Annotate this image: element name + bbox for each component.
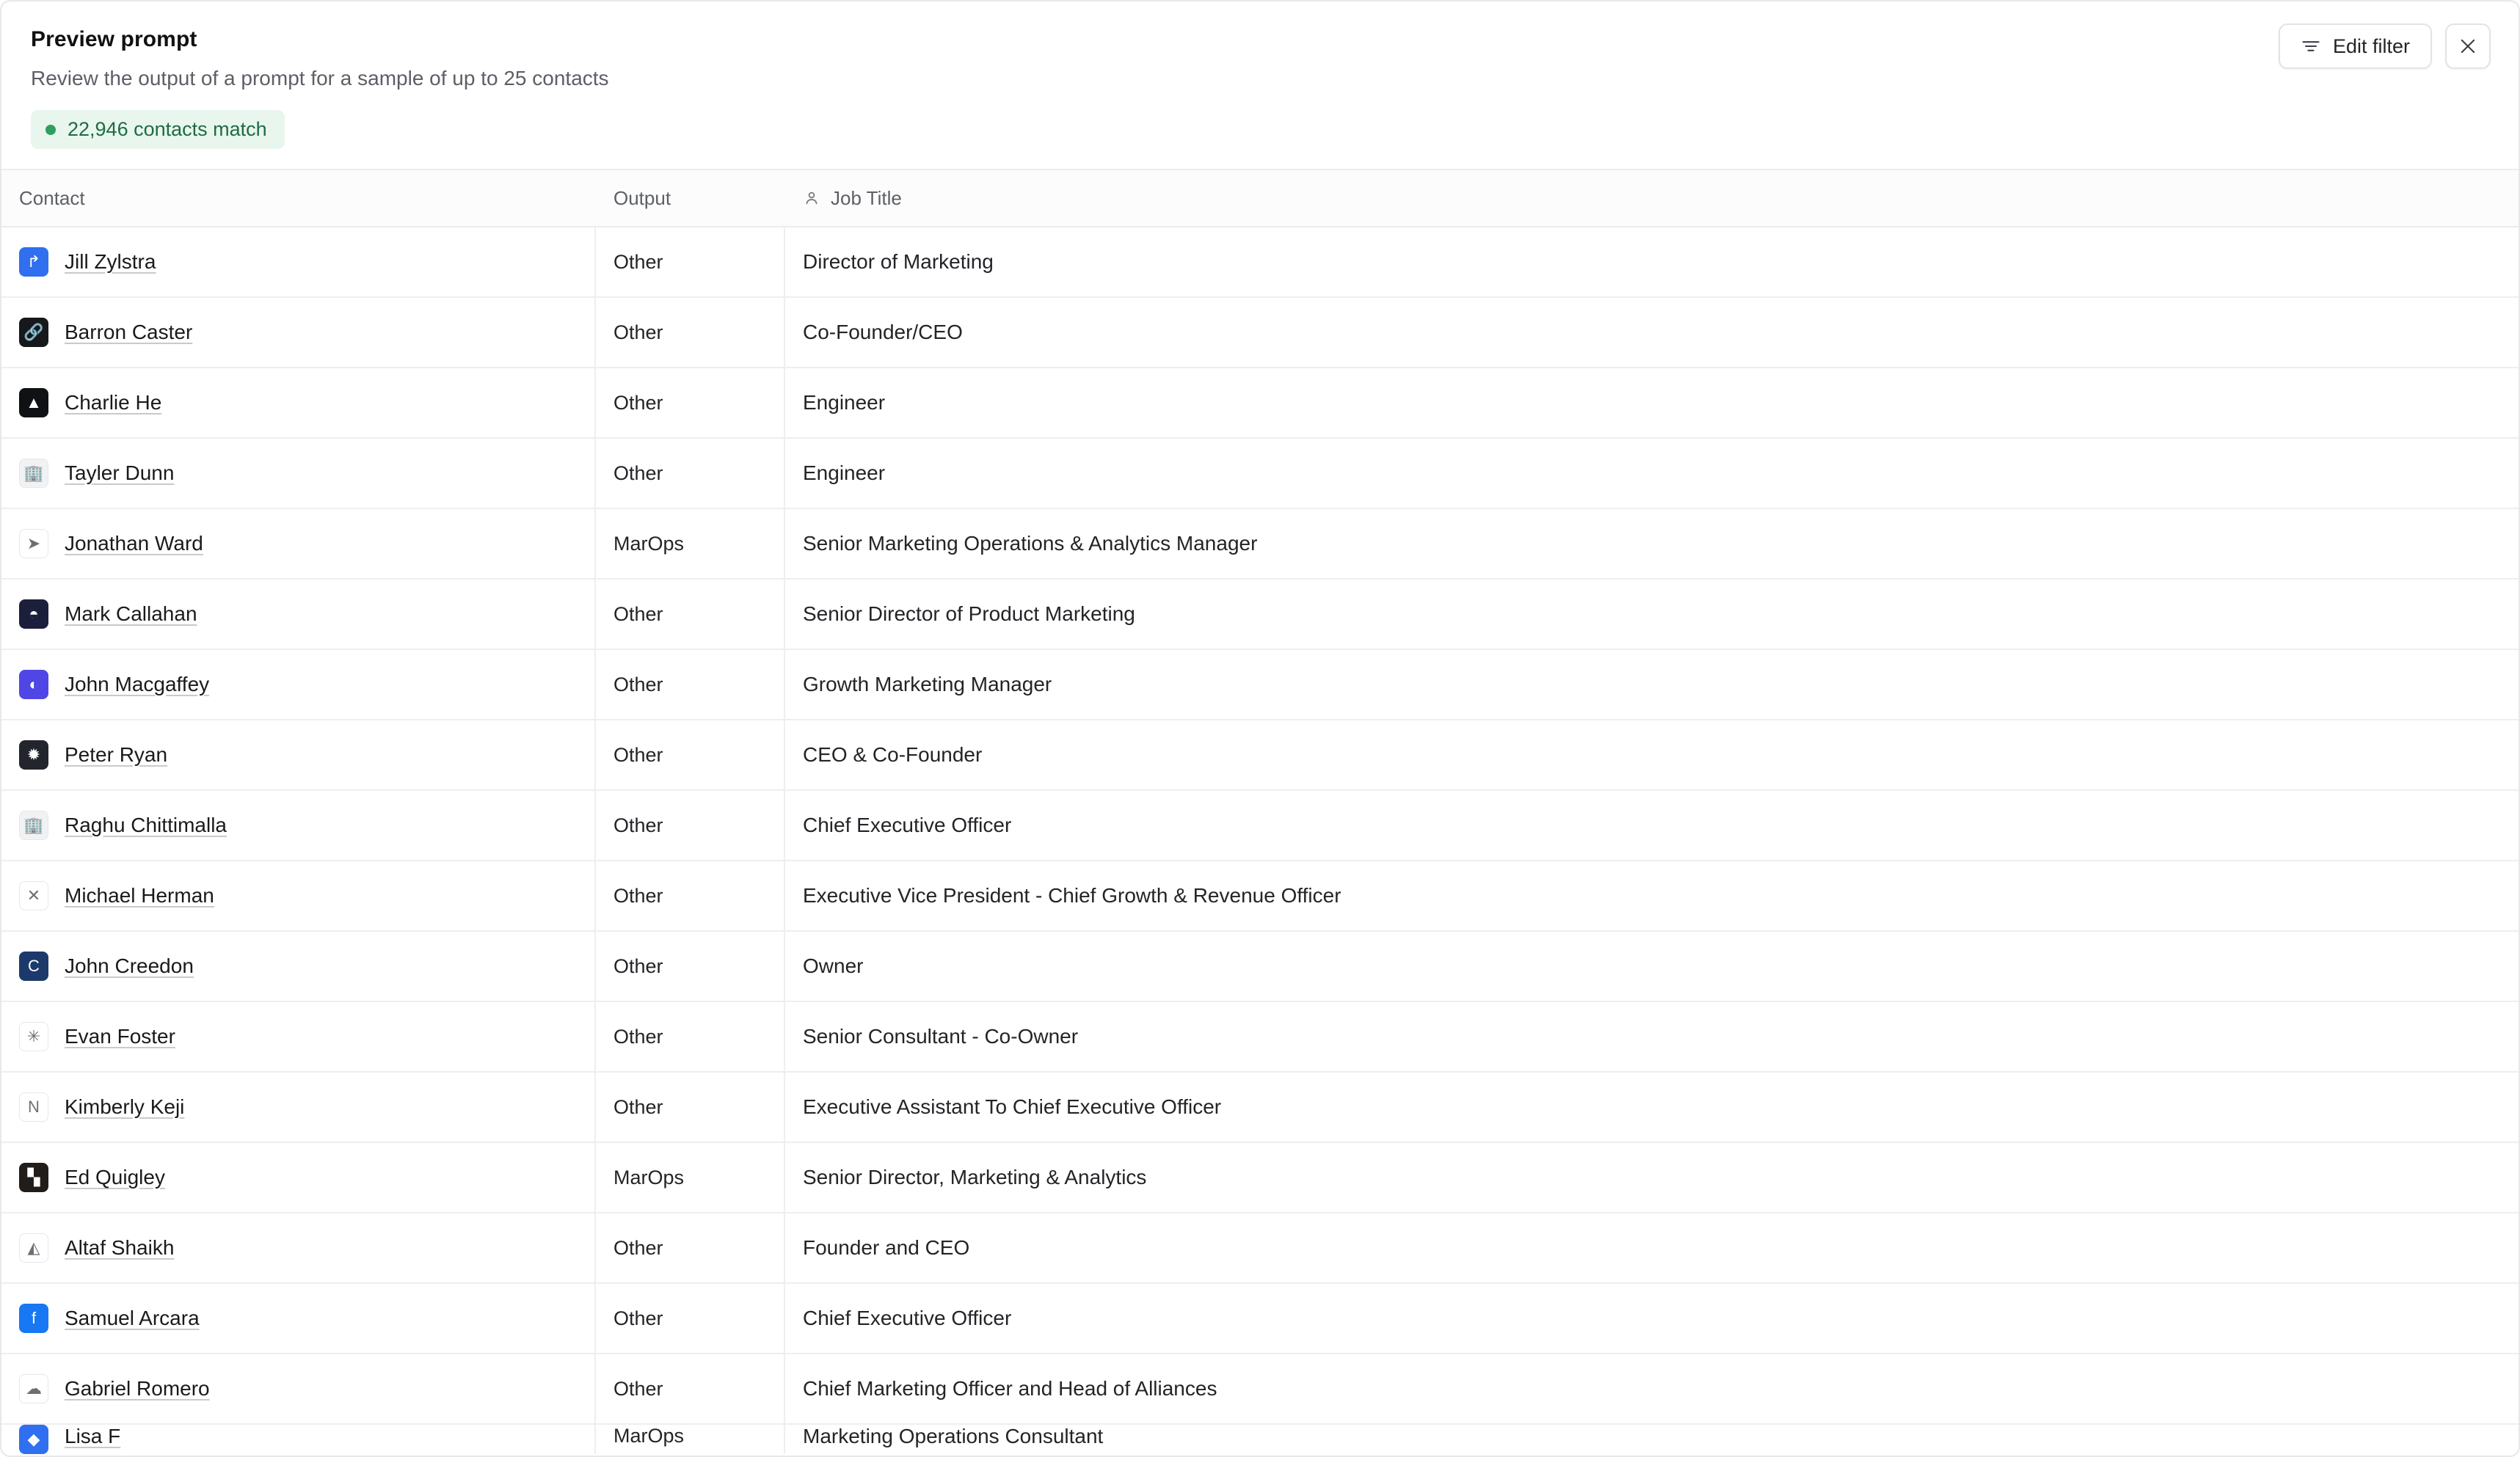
logo-circle-dark-triangle-icon: ▲ bbox=[19, 388, 48, 417]
output-value: Other bbox=[613, 954, 663, 977]
contact-name-link[interactable]: Jill Zylstra bbox=[65, 250, 156, 273]
job-title-value: CEO & Co-Founder bbox=[803, 743, 983, 766]
cell-job-title bbox=[785, 1354, 2519, 1423]
output-value: MarOps bbox=[613, 1425, 685, 1447]
table-row[interactable] bbox=[1, 580, 2519, 650]
job-title-value: Executive Vice President - Chief Growth & Revenue Officer bbox=[803, 884, 1341, 907]
logo-tile-indigo-icon: ◐ bbox=[19, 670, 48, 699]
header-actions bbox=[2279, 23, 2491, 69]
cell-output bbox=[596, 368, 785, 437]
job-title-value: Senior Director of Product Marketing bbox=[803, 602, 1135, 625]
person-icon bbox=[803, 189, 820, 207]
cell-contact bbox=[1, 1073, 596, 1142]
status-badge-label: 22,946 contacts match bbox=[68, 118, 267, 140]
cell-contact bbox=[1, 580, 596, 649]
output-value: Other bbox=[613, 321, 663, 343]
cell-output bbox=[596, 227, 785, 296]
job-title-value: Growth Marketing Manager bbox=[803, 673, 1052, 695]
cell-job-title bbox=[785, 580, 2519, 649]
cell-output bbox=[596, 861, 785, 930]
cell-output bbox=[596, 439, 785, 508]
cell-contact bbox=[1, 1213, 596, 1282]
cell-contact bbox=[1, 861, 596, 930]
logo-tile-dark-orange-icon: ▚ bbox=[19, 1163, 48, 1192]
logo-tile-blue-icon: ◆ bbox=[19, 1425, 48, 1454]
logo-snowflake-light-icon: ✳ bbox=[19, 1022, 48, 1051]
cell-contact bbox=[1, 650, 596, 719]
status-dot-green-icon bbox=[45, 125, 56, 135]
cell-job-title bbox=[785, 720, 2519, 789]
cell-job-title bbox=[785, 1284, 2519, 1353]
close-button[interactable] bbox=[2445, 23, 2491, 69]
table-row[interactable] bbox=[1, 1284, 2519, 1354]
contact-name-link[interactable]: Tayler Dunn bbox=[65, 461, 175, 484]
table-row[interactable] bbox=[1, 368, 2519, 439]
output-value: Other bbox=[613, 673, 663, 695]
output-value: Other bbox=[613, 743, 663, 766]
output-value: Other bbox=[613, 814, 663, 836]
job-title-value: Chief Executive Officer bbox=[803, 1307, 1012, 1329]
column-header-output: Output bbox=[613, 186, 671, 209]
filter-icon bbox=[2301, 36, 2321, 56]
edit-filter-label: Edit filter bbox=[2332, 34, 2410, 57]
output-value: Other bbox=[613, 884, 663, 907]
table-row[interactable] bbox=[1, 439, 2519, 509]
cell-job-title bbox=[785, 1073, 2519, 1142]
table-body bbox=[1, 227, 2519, 1454]
cell-contact bbox=[1, 1284, 596, 1353]
cell-output bbox=[596, 1213, 785, 1282]
table-row[interactable] bbox=[1, 1354, 2519, 1425]
page-subtitle: Review the output of a prompt for a sample of up to 25 contacts bbox=[31, 67, 609, 90]
edit-filter-button[interactable] bbox=[2279, 23, 2432, 69]
table-row[interactable] bbox=[1, 1143, 2519, 1213]
cell-output bbox=[596, 509, 785, 578]
cell-output bbox=[596, 1143, 785, 1212]
cell-output bbox=[596, 1002, 785, 1071]
job-title-value: Executive Assistant To Chief Executive Officer bbox=[803, 1095, 1222, 1118]
table-row[interactable] bbox=[1, 1073, 2519, 1143]
contact-name-link[interactable]: Jonathan Ward bbox=[65, 532, 203, 555]
logo-circle-purple-icon: ◓ bbox=[19, 599, 48, 629]
table-row[interactable] bbox=[1, 1425, 2519, 1454]
job-title-value: Director of Marketing bbox=[803, 250, 994, 273]
close-icon bbox=[2458, 36, 2478, 56]
table-row[interactable] bbox=[1, 1213, 2519, 1284]
job-title-value: Senior Director, Marketing & Analytics bbox=[803, 1166, 1147, 1188]
logo-tile-blue-icon: ↱ bbox=[19, 247, 48, 277]
contact-name-link[interactable]: Barron Caster bbox=[65, 321, 193, 343]
cell-contact bbox=[1, 720, 596, 789]
cell-contact bbox=[1, 298, 596, 367]
cell-job-title bbox=[785, 1002, 2519, 1071]
job-title-value: Engineer bbox=[803, 461, 886, 484]
cell-output bbox=[596, 791, 785, 860]
cell-job-title bbox=[785, 1425, 2519, 1454]
logo-cloud-orange-icon: ☁ bbox=[19, 1374, 48, 1403]
output-value: Other bbox=[613, 1236, 663, 1259]
cell-output bbox=[596, 298, 785, 367]
cell-output bbox=[596, 1354, 785, 1423]
logo-tile-navy-icon: C bbox=[19, 952, 48, 981]
cell-contact bbox=[1, 791, 596, 860]
cell-job-title bbox=[785, 368, 2519, 437]
preview-table bbox=[1, 169, 2519, 1454]
contact-name-link[interactable]: Raghu Chittimalla bbox=[65, 814, 227, 836]
contact-name-link[interactable]: Lisa F bbox=[65, 1425, 121, 1447]
cell-output bbox=[596, 650, 785, 719]
job-title-value: Engineer bbox=[803, 391, 886, 414]
cell-job-title bbox=[785, 791, 2519, 860]
building-icon-placeholder-icon: 🏢 bbox=[19, 459, 48, 488]
table-row[interactable] bbox=[1, 1002, 2519, 1073]
table-row[interactable] bbox=[1, 791, 2519, 861]
table-row[interactable] bbox=[1, 298, 2519, 368]
logo-tile-dark-globe-icon: ✹ bbox=[19, 740, 48, 770]
cell-job-title bbox=[785, 932, 2519, 1001]
column-header-job-title bbox=[785, 170, 2519, 226]
column-header-contact: Contact bbox=[19, 186, 85, 209]
cell-job-title bbox=[785, 298, 2519, 367]
cell-output bbox=[596, 1073, 785, 1142]
output-value: Other bbox=[613, 461, 663, 484]
cell-job-title bbox=[785, 650, 2519, 719]
job-title-value: Senior Consultant - Co-Owner bbox=[803, 1025, 1079, 1048]
job-title-value: Founder and CEO bbox=[803, 1236, 970, 1259]
cell-contact bbox=[1, 509, 596, 578]
cell-job-title bbox=[785, 509, 2519, 578]
page-title: Preview prompt bbox=[31, 27, 197, 51]
contact-name-link[interactable]: Ed Quigley bbox=[65, 1166, 165, 1188]
cell-output bbox=[596, 1284, 785, 1353]
building-icon-placeholder-icon: 🏢 bbox=[19, 811, 48, 840]
contact-name-link[interactable]: John Macgaffey bbox=[65, 673, 210, 695]
cell-output bbox=[596, 720, 785, 789]
contact-name-link[interactable]: Gabriel Romero bbox=[65, 1377, 210, 1400]
job-title-value: Marketing Operations Consultant bbox=[803, 1425, 1104, 1447]
job-title-value: Co-Founder/CEO bbox=[803, 321, 963, 343]
table-row[interactable] bbox=[1, 932, 2519, 1002]
cell-contact bbox=[1, 932, 596, 1001]
table-row[interactable] bbox=[1, 509, 2519, 580]
table-header-row bbox=[1, 170, 2519, 227]
output-value: Other bbox=[613, 250, 663, 273]
cell-job-title bbox=[785, 1213, 2519, 1282]
column-header-job-title-label: Job Title bbox=[831, 186, 902, 209]
job-title-value: Senior Marketing Operations & Analytics Manager bbox=[803, 532, 1258, 555]
cell-contact bbox=[1, 1002, 596, 1071]
contact-name-link[interactable]: Mark Callahan bbox=[65, 602, 197, 625]
cell-contact bbox=[1, 1143, 596, 1212]
output-value: Other bbox=[613, 1095, 663, 1118]
output-value: Other bbox=[613, 1025, 663, 1048]
cell-contact bbox=[1, 1354, 596, 1423]
contact-name-link[interactable]: Peter Ryan bbox=[65, 743, 168, 766]
contact-name-link[interactable]: Altaf Shaikh bbox=[65, 1236, 175, 1259]
logo-red-x-icon: ✕ bbox=[19, 881, 48, 910]
cell-output bbox=[596, 932, 785, 1001]
table-row[interactable] bbox=[1, 227, 2519, 298]
cell-output bbox=[596, 1425, 785, 1454]
cell-contact bbox=[1, 1425, 596, 1454]
logo-tile-dark-link-icon: 🔗 bbox=[19, 318, 48, 347]
job-title-value: Owner bbox=[803, 954, 864, 977]
output-value: MarOps bbox=[613, 532, 685, 555]
facebook-icon-icon: f bbox=[19, 1304, 48, 1333]
output-value: MarOps bbox=[613, 1166, 685, 1188]
cell-output bbox=[596, 580, 785, 649]
status-badge bbox=[31, 110, 285, 149]
cell-job-title bbox=[785, 227, 2519, 296]
cell-job-title bbox=[785, 439, 2519, 508]
output-value: Other bbox=[613, 1377, 663, 1400]
table-row[interactable] bbox=[1, 650, 2519, 720]
cell-job-title bbox=[785, 861, 2519, 930]
logo-teal-letter-icon: Ν bbox=[19, 1092, 48, 1122]
contact-name-link[interactable]: Charlie He bbox=[65, 391, 162, 414]
contact-name-link[interactable]: Kimberly Keji bbox=[65, 1095, 185, 1118]
cell-contact bbox=[1, 439, 596, 508]
output-value: Other bbox=[613, 1307, 663, 1329]
contact-name-link[interactable]: Evan Foster bbox=[65, 1025, 175, 1048]
job-title-value: Chief Marketing Officer and Head of Alliances bbox=[803, 1377, 1217, 1400]
job-title-value: Chief Executive Officer bbox=[803, 814, 1012, 836]
table-row[interactable] bbox=[1, 720, 2519, 791]
output-value: Other bbox=[613, 602, 663, 625]
table-row[interactable] bbox=[1, 861, 2519, 932]
logo-grey-arrow-icon: ➤ bbox=[19, 529, 48, 558]
cell-job-title bbox=[785, 1143, 2519, 1212]
logo-tricolor-triangle-icon: ◭ bbox=[19, 1233, 48, 1263]
output-value: Other bbox=[613, 391, 663, 414]
cell-contact bbox=[1, 227, 596, 296]
panel-header bbox=[1, 1, 2519, 169]
contact-name-link[interactable]: John Creedon bbox=[65, 954, 194, 977]
contact-name-link[interactable]: Michael Herman bbox=[65, 884, 214, 907]
cell-contact bbox=[1, 368, 596, 437]
contact-name-link[interactable]: Samuel Arcara bbox=[65, 1307, 200, 1329]
